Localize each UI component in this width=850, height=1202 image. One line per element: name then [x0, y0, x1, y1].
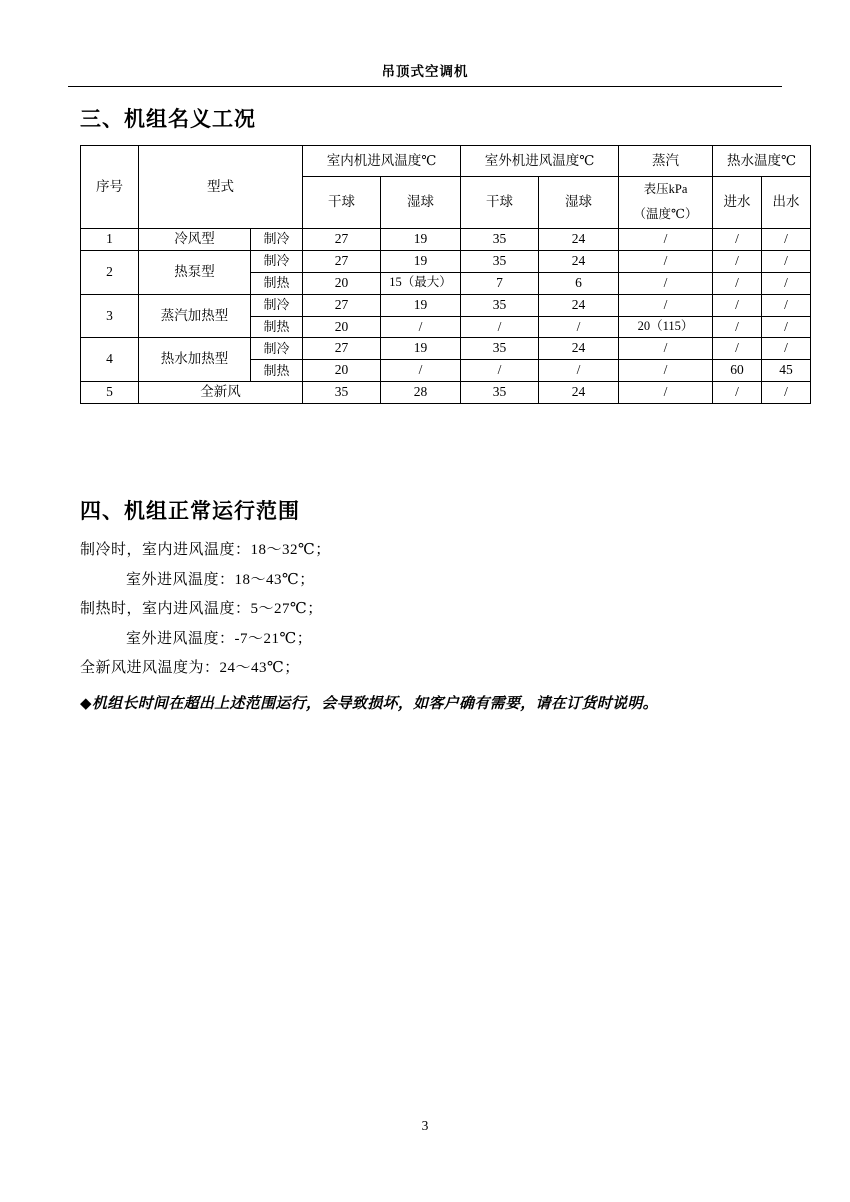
cell-water-out: /	[762, 250, 811, 272]
header-water-out: 出水	[762, 177, 811, 229]
cell-wet1: /	[381, 360, 461, 382]
cell-water-out: /	[762, 229, 811, 251]
cell-steam: 20（115）	[619, 316, 713, 338]
cell-dry1: 27	[303, 250, 381, 272]
cell-steam: /	[619, 338, 713, 360]
cell-wet2: 24	[539, 229, 619, 251]
cell-wet2: 24	[539, 382, 619, 404]
nominal-conditions-table-wrapper	[80, 145, 800, 404]
header-hotwater-group: 热水温度℃	[713, 146, 811, 177]
cell-water-in: /	[713, 294, 762, 316]
cell-mode: 制冷	[251, 250, 303, 272]
cell-dry2: 35	[461, 250, 539, 272]
cell-water-out: /	[762, 338, 811, 360]
cell-dry2: 35	[461, 382, 539, 404]
cell-water-out: /	[762, 272, 811, 294]
cell-dry1: 27	[303, 338, 381, 360]
cell-steam: /	[619, 272, 713, 294]
cell-dry1: 27	[303, 294, 381, 316]
cell-wet1: 19	[381, 338, 461, 360]
cell-mode: 制冷	[251, 338, 303, 360]
cell-water-in: 60	[713, 360, 762, 382]
cell-dry2: 35	[461, 229, 539, 251]
operating-range-line-2: 室外进风温度：18～43℃；	[126, 572, 315, 588]
table-row	[81, 338, 811, 360]
cell-wet1: 15（最大）	[381, 272, 461, 294]
cell-dry2: /	[461, 316, 539, 338]
header-dry-bulb-outdoor: 干球	[461, 177, 539, 229]
cell-wet1: 28	[381, 382, 461, 404]
running-header: 吊顶式空调机	[68, 60, 782, 87]
cell-wet2: 24	[539, 338, 619, 360]
cell-wet1: 19	[381, 294, 461, 316]
section-heading-three: 三、机组名义工况	[80, 108, 256, 131]
cell-type: 冷风型	[139, 229, 251, 251]
cell-no: 3	[81, 294, 139, 338]
table-row	[81, 250, 811, 272]
cell-water-in: /	[713, 272, 762, 294]
cell-mode: 制热	[251, 316, 303, 338]
cell-dry2: 35	[461, 338, 539, 360]
cell-mode: 制冷	[251, 229, 303, 251]
header-outdoor-group: 室外机进风温度℃	[461, 146, 619, 177]
header-no: 序号	[81, 146, 139, 229]
cell-type: 热水加热型	[139, 338, 251, 382]
header-dry-bulb-indoor: 干球	[303, 177, 381, 229]
cell-wet1: /	[381, 316, 461, 338]
cell-water-out: /	[762, 316, 811, 338]
operating-range-line-5: 全新风进风温度为：24～43℃；	[80, 660, 300, 676]
cell-no: 2	[81, 250, 139, 294]
cell-dry2: 7	[461, 272, 539, 294]
table-header-row-1	[81, 146, 811, 177]
header-indoor-group: 室内机进风温度℃	[303, 146, 461, 177]
cell-dry1: 35	[303, 382, 381, 404]
cell-water-in: /	[713, 316, 762, 338]
cell-steam: /	[619, 229, 713, 251]
cell-dry1: 27	[303, 229, 381, 251]
cell-dry1: 20	[303, 272, 381, 294]
cell-steam: /	[619, 250, 713, 272]
cell-wet2: /	[539, 360, 619, 382]
nominal-conditions-table	[80, 145, 811, 404]
cell-steam: /	[619, 294, 713, 316]
header-type: 型式	[139, 146, 303, 229]
operating-range-line-1: 制冷时，室内进风温度：18～32℃；	[80, 542, 331, 558]
header-steam-temperature: （温度℃）	[619, 203, 713, 229]
cell-type: 全新风	[139, 382, 303, 404]
cell-water-in: /	[713, 229, 762, 251]
cell-dry1: 20	[303, 360, 381, 382]
cell-no: 5	[81, 382, 139, 404]
header-water-in: 进水	[713, 177, 762, 229]
table-row	[81, 294, 811, 316]
page-number: 3	[421, 1118, 429, 1133]
cell-wet2: 6	[539, 272, 619, 294]
cell-water-out: /	[762, 294, 811, 316]
cell-type: 蒸汽加热型	[139, 294, 251, 338]
cell-wet2: /	[539, 316, 619, 338]
cell-type: 热泵型	[139, 250, 251, 294]
cell-wet2: 24	[539, 294, 619, 316]
cell-water-out: 45	[762, 360, 811, 382]
cell-water-in: /	[713, 382, 762, 404]
cell-no: 4	[81, 338, 139, 382]
header-steam-group: 蒸汽	[619, 146, 713, 177]
cell-mode: 制热	[251, 360, 303, 382]
cell-wet1: 19	[381, 250, 461, 272]
cell-water-in: /	[713, 250, 762, 272]
table-row	[81, 382, 811, 404]
cell-mode: 制热	[251, 272, 303, 294]
cell-no: 1	[81, 229, 139, 251]
cell-dry2: 35	[461, 294, 539, 316]
cell-steam: /	[619, 360, 713, 382]
cell-water-out: /	[762, 382, 811, 404]
operating-range-line-3: 制热时，室内进风温度：5～27℃；	[80, 601, 323, 617]
cell-steam: /	[619, 382, 713, 404]
cell-dry1: 20	[303, 316, 381, 338]
cell-wet1: 19	[381, 229, 461, 251]
header-wet-bulb-outdoor: 湿球	[539, 177, 619, 229]
header-steam-pressure: 表压kPa	[619, 177, 713, 203]
operating-range-line-4: 室外进风温度：-7～21℃；	[126, 631, 313, 647]
table-row	[81, 229, 811, 251]
section-heading-four: 四、机组正常运行范围	[80, 500, 300, 523]
cell-dry2: /	[461, 360, 539, 382]
cell-wet2: 24	[539, 250, 619, 272]
header-wet-bulb-indoor: 湿球	[381, 177, 461, 229]
cell-mode: 制冷	[251, 294, 303, 316]
warning-note: ◆机组长时间在超出上述范围运行，会导致损坏，如客户确有需要，请在订货时说明。	[80, 696, 658, 712]
cell-water-in: /	[713, 338, 762, 360]
